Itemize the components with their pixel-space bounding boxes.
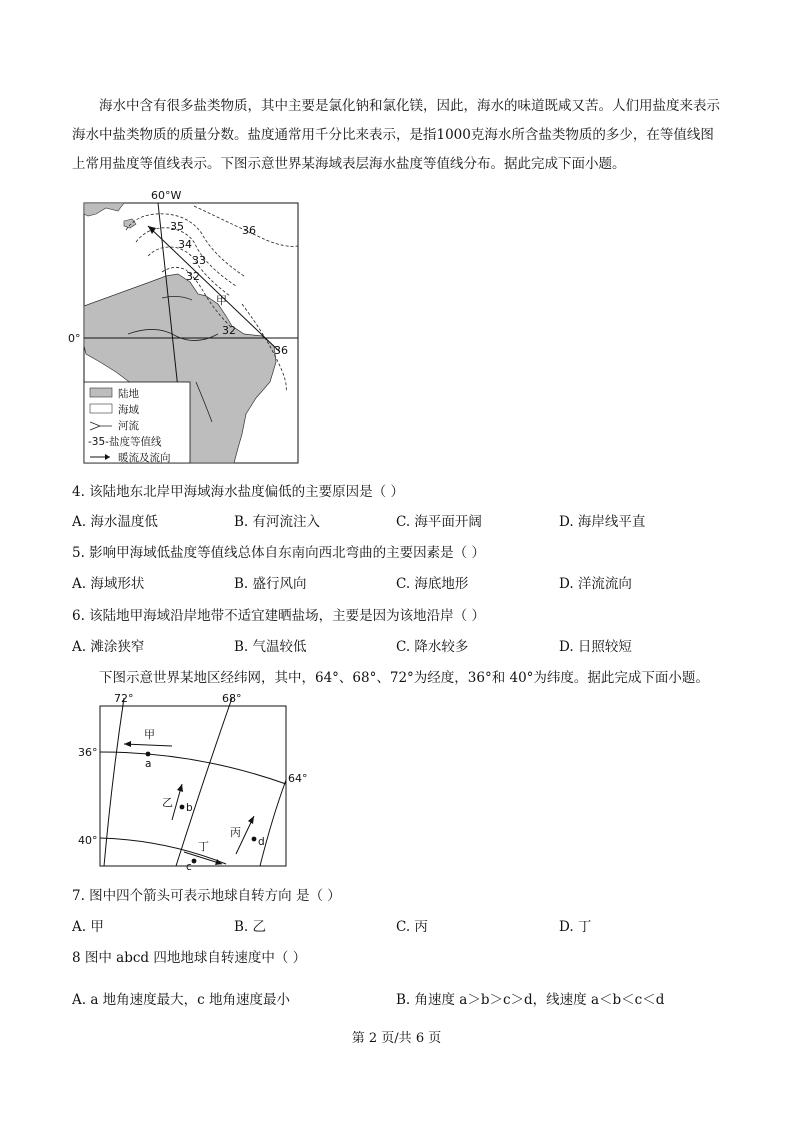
arrow-yi-label: 乙 [162, 796, 173, 809]
q5-option-c[interactable]: C. 海底地形 [396, 576, 469, 592]
intro-paragraph: 海水中含有很多盐类物质，其中主要是氯化钠和氯化镁，因此，海水的味道既咸又苦。人们用盐度来表示海水中盐类物质的质量分数。盐度通常用千分比来表示，是指1000克海水所含盐类物质的多少，在等值线图上常用盐度等值线表示。下图示意世界某海域表层海水盐度等值线分布。据此完成下面小题。 [72, 98, 720, 172]
q6-option-d[interactable]: D. 日照较短 [559, 639, 632, 655]
intro2-paragraph: 下图示意世界某地区经纬网，其中，64°、68°、72°为经度，36°和 40°为纬度。据此完成下面小题。 [99, 670, 709, 686]
arrow-bing-label: 丙 [230, 826, 241, 839]
isoline-label-32: 32 [186, 270, 200, 283]
q4-option-d[interactable]: D. 海岸线平直 [559, 514, 646, 530]
arrow-jia-label: 甲 [144, 728, 155, 741]
legend-current: 暖流及流向 [118, 452, 171, 464]
q5-option-a[interactable]: A. 海域形状 [72, 576, 145, 592]
legend-isoline: -35-盐度等值线 [88, 436, 162, 448]
point-c-label: c [186, 861, 192, 873]
graticule-map [76, 688, 308, 873]
question-8-stem: 8 图中 abcd 四地地球自转速度中（ ） [72, 950, 307, 966]
question-5-stem: 5. 影响甲海域低盐度等值线总体自东南向西北弯曲的主要因素是（ ） [72, 545, 485, 561]
q7-option-c[interactable]: C. 丙 [396, 919, 428, 935]
q4-option-c[interactable]: C. 海平面开阔 [396, 514, 482, 530]
point-c [192, 859, 197, 864]
point-d-label: d [258, 836, 265, 848]
q6-option-c[interactable]: C. 降水较多 [396, 639, 469, 655]
q6-option-a[interactable]: A. 滩涂狭窄 [72, 639, 145, 655]
lat-label-40: 40° [78, 834, 98, 847]
q4-option-a[interactable]: A. 海水温度低 [72, 514, 158, 530]
lon-label-68: 68° [222, 692, 242, 705]
q7-option-b[interactable]: B. 乙 [234, 919, 267, 935]
isoline-label-36: 36 [242, 224, 256, 237]
isoline-label-36b: 36 [274, 344, 288, 357]
q5-option-d[interactable]: D. 洋流流向 [559, 576, 632, 592]
q4-option-b[interactable]: B. 有河流注入 [234, 514, 321, 530]
q8-option-b[interactable]: B. 角速度 a＞b＞c＞d，线速度 a＜b＜c＜d [396, 992, 665, 1008]
q7-option-d[interactable]: D. 丁 [559, 919, 592, 935]
question-6-stem: 6. 该陆地甲海域沿岸地带不适宜建晒盐场，主要是因为该地沿岸（ ） [72, 608, 485, 624]
isoline-label-34: 34 [178, 238, 192, 251]
q7-option-a[interactable]: A. 甲 [72, 919, 104, 935]
map1-lon-label: 60°W [151, 189, 182, 202]
arrow-ding-label: 丁 [198, 840, 209, 853]
point-d [252, 837, 257, 842]
isoline-label-33: 33 [192, 254, 206, 267]
q5-option-b[interactable]: B. 盛行风向 [234, 576, 307, 592]
question-4-stem: 4. 该陆地东北岸甲海域海水盐度偏低的主要原因是（ ） [72, 484, 404, 500]
question-7-stem: 7. 图中四个箭头可表示地球自转方向 是（ ） [72, 888, 341, 904]
salinity-map [66, 186, 306, 468]
point-b [180, 805, 185, 810]
q8-option-a[interactable]: A. a 地角速度最大，c 地角速度最小 [72, 992, 291, 1008]
point-a [146, 752, 151, 757]
lon-label-72: 72° [114, 692, 134, 705]
point-a-label: a [145, 758, 152, 770]
place-jia-label: 甲 [216, 294, 227, 307]
legend-river: 河流 [118, 420, 139, 432]
lon-label-64: 64° [288, 772, 308, 785]
legend-sea: 海域 [118, 404, 139, 416]
isoline-label-35: 35 [170, 220, 184, 233]
isoline-label-32b: 32 [222, 324, 236, 337]
lat-label-36: 36° [78, 746, 98, 759]
equator-label: 0° [68, 332, 81, 345]
page-footer: 第 2 页/共 6 页 [351, 1031, 442, 1046]
q6-option-b[interactable]: B. 气温较低 [234, 639, 307, 655]
point-b-label: b [186, 802, 193, 814]
legend-land: 陆地 [118, 388, 139, 400]
